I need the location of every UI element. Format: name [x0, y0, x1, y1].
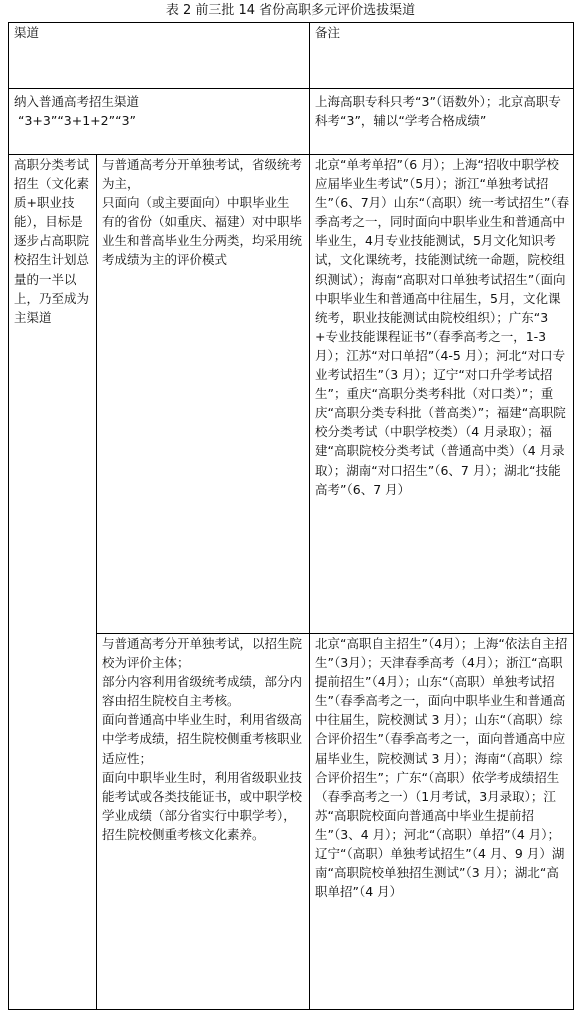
sub2-remarks: 北京“高职自主招生”（4月）；上海“依法自主招生”（3月）；天津春季高考（4月）；浙江“高职提前招生”（4月）；山东“（高职）单独考试招生”（春季高考之一，面向中职毕业生和普通高中往届生，院校测试 3 月）；山东“（高职）综合评价招生”（春季高考之一，面向普通高中应届毕业生，院校测试 3 月）；海南“（高职）综合评价招生”；广东“（高职）依学考成绩招生（春季高考之一）（1月考试，3月录取）；江苏“高职院校面向普通高中毕业生提前招生”（3、4 月）；河北“（高职）单招”（4 月）；辽宁“（高职）单独考试招生”（4 月、9 月）湖南“高职院校单独招生测试”（3 月）；湖北“高职单招”（4 月）: [310, 634, 574, 1010]
sub1-description-cell: [97, 155, 310, 634]
row1-remarks: 上海高职专科只考“3”（语数外）；北京高职专科考“3”，辅以“学考合格成绩”: [310, 89, 574, 155]
table-row: [9, 89, 574, 155]
table-caption: 表 2 前三批 14 省份高职多元评价选拔渠道: [165, 3, 416, 18]
header-channel: 渠道: [9, 23, 310, 89]
header-row: [9, 23, 574, 89]
sub1-description-line: 有的省份（如重庆、福建）对中职毕业生和普高毕业生分两类，均采用统考成绩为主的评价模式: [102, 214, 303, 268]
table-row: [9, 155, 574, 634]
sub2-description-line: 与普通高考分开单独考试，以招生院校为评价主体；: [102, 636, 303, 671]
header-remarks: 备注: [310, 23, 574, 89]
sub2-description-line: 面向普通高中毕业生时，利用省级高中学考成绩，招生院校侧重考核职业适应性；: [102, 712, 303, 766]
admission-channels-table: [8, 22, 574, 1010]
row1-channel-line: 纳入普通高考招生渠道: [14, 94, 140, 109]
sub1-description-line: 与普通高考分开单独考试，省级统考为主，: [102, 157, 303, 192]
sub2-description-line: 面向中职毕业生时，利用省级职业技能考试或各类技能证书，或中职学校学业成绩（部分省实行中职学考），招生院校侧重考核文化素养。: [102, 769, 303, 842]
row1-channel-cell: [9, 89, 310, 155]
sub1-remarks: 北京“单考单招”（6 月）；上海“招收中职学校应届毕业生考试”（5月）；浙江“单独考试招生”（6、7月）山东“（高职）统一考试招生”（春季高考之一，同时面向中职毕业生和普通高中毕业生，4月专业技能测试，5月文化知识考试，文化课统考，技能测试统一命题，院校组织测试）；海南“高职对口单独考试招生”（面向中职毕业生和普通高中往届生，5月，文化课统考，职业技能测试由院校组织）；广东“3+专业技能课程证书”（春季高考之一，1-3 月）；江苏“对口单招”（4-5 月）；河北“对口专业考试招生”（3 月）；辽宁“对口升学考试招生”；重庆“高职分类考科批（对口类）”；重庆“高职分类专科批（普高类）”；福建“高职院校分类考试（中职学校类）（4 月录取）；福建“高职院校分类考试（普通高中类）（4 月录取）；湖南“对口招生”（6、7 月）；湖北“技能高考”（6、7 月）: [310, 155, 574, 634]
sub1-description-line: 只面向（或主要面向）中职毕业生: [102, 195, 290, 211]
row1-channel-line: “3+3”“3+1+2”“3”: [18, 113, 136, 129]
sub2-description-line: 部分内容利用省级统考成绩，部分内容由招生院校自主考核。: [102, 674, 303, 709]
sub2-description-cell: [97, 634, 310, 1010]
classified-exam-label: 高职分类考试招生（文化素质+职业技能），目标是逐步占高职院校招生计划总量的一半以上，乃至成为主渠道: [9, 155, 97, 1010]
